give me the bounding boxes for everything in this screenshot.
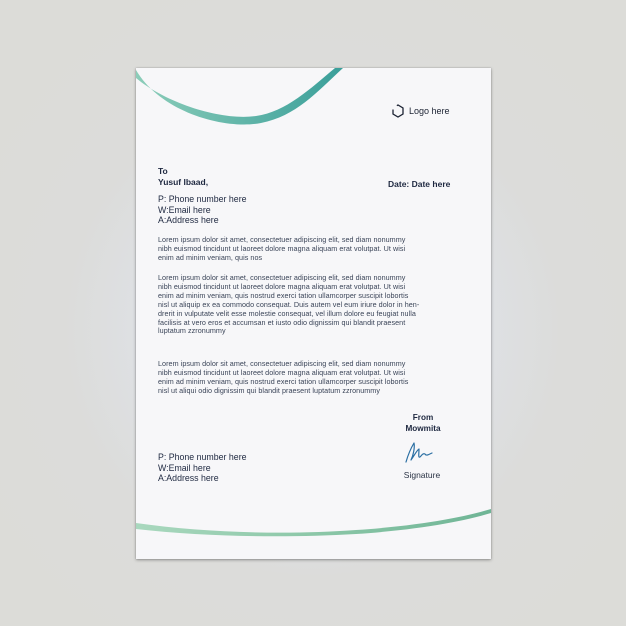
body-paragraph: Lorem ipsum dolor sit amet, consectetuer adipiscing elit, sed diam nonummy nibh euismod tincidunt ut laoreet dolore magna aliquam erat volutpat. Ut wisi enim ad minim veniam, quis nostrud exerci tation ullamcorper suscipit lobortis nisl ut aliquip ex ea commodo consequat. Duis autem vel eum iriure dolor in hen- drerit in vulputate velit esse molestie consequat, vel illum dolore eu feugiat nulla facilisis at vero eros et accumsan et iusto odio dignissim qui blandit praesent luptatum zzronummy (158, 273, 420, 336)
signature-label: Signature (403, 470, 441, 480)
email-line: W:Email here (158, 204, 211, 215)
to-label: To (158, 166, 168, 176)
sender-block (394, 413, 452, 434)
body-paragraph: Lorem ipsum dolor sit amet, consectetuer adipiscing elit, sed diam nonummy nibh euismod tincidunt ut laoreet dolore magna aliquam erat volutpat. Ut wisi enim ad minim veniam, quis nos (158, 235, 406, 262)
hexagon-logo-icon (392, 104, 404, 118)
letterhead-page (136, 68, 491, 559)
from-label: From (412, 413, 434, 422)
contact-block-top (158, 194, 247, 226)
bottom-wave-decoration (136, 503, 491, 543)
recipient-name: Yusuf Ibaad, (158, 177, 209, 187)
email-line: W:Email here (158, 462, 211, 473)
contact-block-bottom (158, 452, 247, 484)
address-line: A:Address here (158, 473, 219, 483)
address-line: A:Address here (158, 215, 219, 225)
recipient-block (158, 166, 208, 188)
top-wave-decoration (136, 68, 491, 138)
signature-icon (402, 440, 438, 466)
sender-name: Mowmita (405, 423, 441, 433)
logo (392, 104, 450, 118)
logo-label: Logo here (409, 106, 450, 116)
date-line: Date: Date here (388, 179, 451, 189)
body-paragraph: Lorem ipsum dolor sit amet, consectetuer adipiscing elit, sed diam nonummy nibh euismod tincidunt ut laoreet dolore magna aliquam erat volutpat. Ut wisi enim ad minim veniam, quis nostrud exerci tation ullamcorper suscipit lobortis nisl ut aliqui odio dignissim qui blandit praesent luptatum zzronummy (158, 359, 409, 395)
phone-line: P: Phone number here (158, 194, 247, 204)
phone-line: P: Phone number here (158, 452, 247, 462)
